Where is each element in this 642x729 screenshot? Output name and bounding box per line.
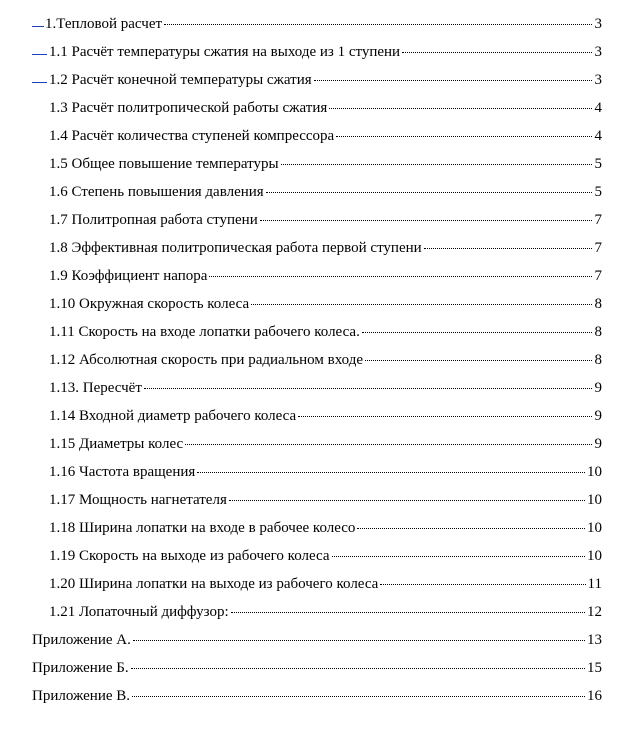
toc-entry-1-1[interactable] [0, 44, 642, 72]
toc-entry-title: 1.10 Окружная скорость колеса [49, 296, 250, 312]
toc-entry-page: 5 [594, 184, 602, 200]
toc-entry-page: 8 [594, 352, 602, 368]
dot-leader [329, 108, 592, 109]
toc-entry-appendix-a[interactable] [0, 632, 642, 660]
toc-entry-page: 5 [594, 156, 602, 172]
toc-entry-page: 10 [587, 548, 602, 564]
toc-entry-1-20[interactable] [0, 576, 642, 604]
dot-leader [357, 528, 585, 529]
dot-leader [365, 360, 592, 361]
toc-entry-1-3[interactable] [0, 100, 642, 128]
dot-leader [132, 696, 585, 697]
toc-entry-page: 10 [587, 520, 602, 536]
toc-entry-1-15[interactable] [0, 436, 642, 464]
dot-leader [260, 220, 592, 221]
dot-leader [281, 164, 592, 165]
toc-entry-1-8[interactable] [0, 240, 642, 268]
toc-entry-1-11[interactable] [0, 324, 642, 352]
toc-entry-title: Приложение В. [32, 688, 131, 704]
toc-entry-1-19[interactable] [0, 548, 642, 576]
toc-entry-1-2[interactable] [0, 72, 642, 100]
toc-entry-page: 9 [594, 436, 602, 452]
toc-entry-1-7[interactable] [0, 212, 642, 240]
toc-entry-page: 10 [587, 492, 602, 508]
toc-entry-page: 12 [587, 604, 602, 620]
toc-entry-page: 10 [587, 464, 602, 480]
toc-entry-title: 1.1 Расчёт температуры сжатия на выходе из 1 ступени [49, 44, 401, 60]
field-marker [32, 53, 47, 55]
toc-entry-page: 9 [594, 380, 602, 396]
toc-entry-page: 11 [587, 576, 602, 592]
toc-entry-title: 1.12 Абсолютная скорость при радиальном входе [49, 352, 363, 368]
toc-entry-title: 1.11 Скорость на входе лопатки рабочего колеса. [49, 324, 360, 340]
toc-entry-page: 3 [594, 44, 602, 60]
dot-leader [164, 24, 592, 25]
toc-entry-page: 13 [587, 632, 602, 648]
dot-leader [298, 416, 592, 417]
field-marker [32, 81, 47, 83]
toc-entry-appendix-b[interactable] [0, 660, 642, 688]
dot-leader [144, 388, 592, 389]
dot-leader [131, 668, 585, 669]
toc-entry-title: 1.4 Расчёт количества ступеней компрессора [49, 128, 335, 144]
toc-entry-title: 1.18 Ширина лопатки на входе в рабочее колесо [49, 520, 356, 536]
toc-entry-page: 15 [587, 660, 602, 676]
toc-entry-title: 1.9 Коэффициент напора [49, 268, 208, 284]
dot-leader [266, 192, 592, 193]
dot-leader [251, 304, 592, 305]
toc-entry-1-18[interactable] [0, 520, 642, 548]
toc-entry-1-17[interactable] [0, 492, 642, 520]
dot-leader [362, 332, 592, 333]
table-of-contents [0, 16, 642, 716]
toc-entry-1-13[interactable] [0, 380, 642, 408]
dot-leader [336, 136, 592, 137]
toc-entry-appendix-v[interactable] [0, 688, 642, 716]
toc-entry-title: 1.7 Политропная работа ступени [49, 212, 258, 228]
toc-entry-1-21[interactable] [0, 604, 642, 632]
toc-entry-1-4[interactable] [0, 128, 642, 156]
toc-entry-1-12[interactable] [0, 352, 642, 380]
toc-entry-1-14[interactable] [0, 408, 642, 436]
toc-entry-page: 4 [594, 100, 602, 116]
dot-leader [185, 444, 592, 445]
toc-entry-1-5[interactable] [0, 156, 642, 184]
toc-entry-1-9[interactable] [0, 268, 642, 296]
dot-leader [314, 80, 592, 81]
toc-entry-title: Приложение Б. [32, 660, 129, 676]
toc-entry-1[interactable] [0, 16, 642, 44]
toc-entry-title: 1.16 Частота вращения [49, 464, 196, 480]
toc-entry-1-10[interactable] [0, 296, 642, 324]
dot-leader [209, 276, 592, 277]
dot-leader [229, 500, 585, 501]
toc-entry-title: 1.19 Скорость на выходе из рабочего колеса [49, 548, 330, 564]
toc-entry-title: 1.20 Ширина лопатки на выходе из рабочего колеса [49, 576, 379, 592]
field-marker [32, 25, 44, 27]
dot-leader [133, 640, 585, 641]
toc-entry-title: 1.15 Диаметры колес [49, 436, 184, 452]
dot-leader [380, 584, 585, 585]
toc-entry-page: 16 [587, 688, 602, 704]
toc-entry-page: 7 [594, 212, 602, 228]
toc-entry-title: 1.13. Пересчёт [49, 380, 142, 396]
toc-entry-title: 1.Тепловой расчет [45, 16, 163, 32]
dot-leader [231, 612, 585, 613]
toc-entry-1-16[interactable] [0, 464, 642, 492]
toc-entry-1-6[interactable] [0, 184, 642, 212]
toc-entry-page: 4 [594, 128, 602, 144]
toc-entry-page: 8 [594, 296, 602, 312]
toc-entry-title: Приложение А. [32, 632, 131, 648]
toc-entry-page: 7 [594, 240, 602, 256]
dot-leader [402, 52, 592, 53]
toc-entry-title: 1.21 Лопаточный диффузор: [49, 604, 229, 620]
toc-entry-page: 3 [594, 72, 602, 88]
toc-entry-page: 3 [594, 16, 602, 32]
dot-leader [197, 472, 585, 473]
toc-entry-title: 1.2 Расчёт конечной температуры сжатия [49, 72, 312, 88]
toc-entry-title: 1.8 Эффективная политропическая работа первой ступени [49, 240, 422, 256]
toc-entry-title: 1.14 Входной диаметр рабочего колеса [49, 408, 297, 424]
toc-entry-title: 1.3 Расчёт политропической работы сжатия [49, 100, 328, 116]
toc-entry-title: 1.17 Мощность нагнетателя [49, 492, 227, 508]
dot-leader [424, 248, 592, 249]
toc-entry-page: 8 [594, 324, 602, 340]
dot-leader [332, 556, 585, 557]
toc-entry-title: 1.5 Общее повышение температуры [49, 156, 279, 172]
toc-entry-page: 7 [594, 268, 602, 284]
toc-entry-title: 1.6 Степень повышения давления [49, 184, 264, 200]
toc-entry-page: 9 [594, 408, 602, 424]
